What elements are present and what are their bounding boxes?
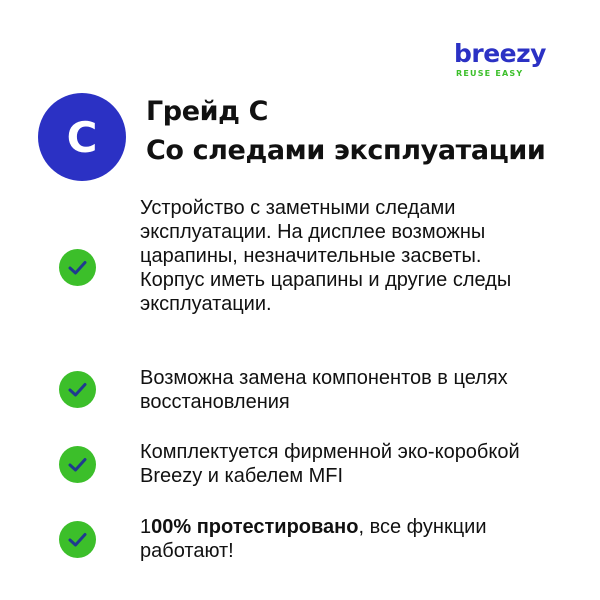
feature-text: Устройство с заметными следами эксплуатации. На дисплее возможны царапины, незначительные засветы. Корпус иметь царапины и другие следы эксплуатации. [140,197,512,315]
title-line-2: Со следами эксплуатации [146,135,546,166]
page-title [146,92,545,170]
feature-text-bold: 00% протестировано [151,516,359,538]
check-icon [59,249,96,286]
feature-text-prefix: 1 [140,516,152,538]
breezy-logo [454,40,564,82]
grade-letter: C [66,112,98,162]
check-icon [59,446,96,483]
check-icon [59,521,96,558]
feature-text: Комплектуется фирменной эко-коробкой Breezy и кабелем MFI [140,441,520,487]
logo-tagline: REUSE EASY [456,69,524,78]
logo-wordmark: breezy [454,39,546,68]
feature-text: Возможна замена компонентов в целях восстановления [140,367,508,413]
grade-badge [38,93,126,181]
feature-text [140,515,540,563]
feature-text-suffix: , все функции работают! [140,516,487,562]
check-icon [59,371,96,408]
title-line-1: Грейд С [146,96,268,127]
